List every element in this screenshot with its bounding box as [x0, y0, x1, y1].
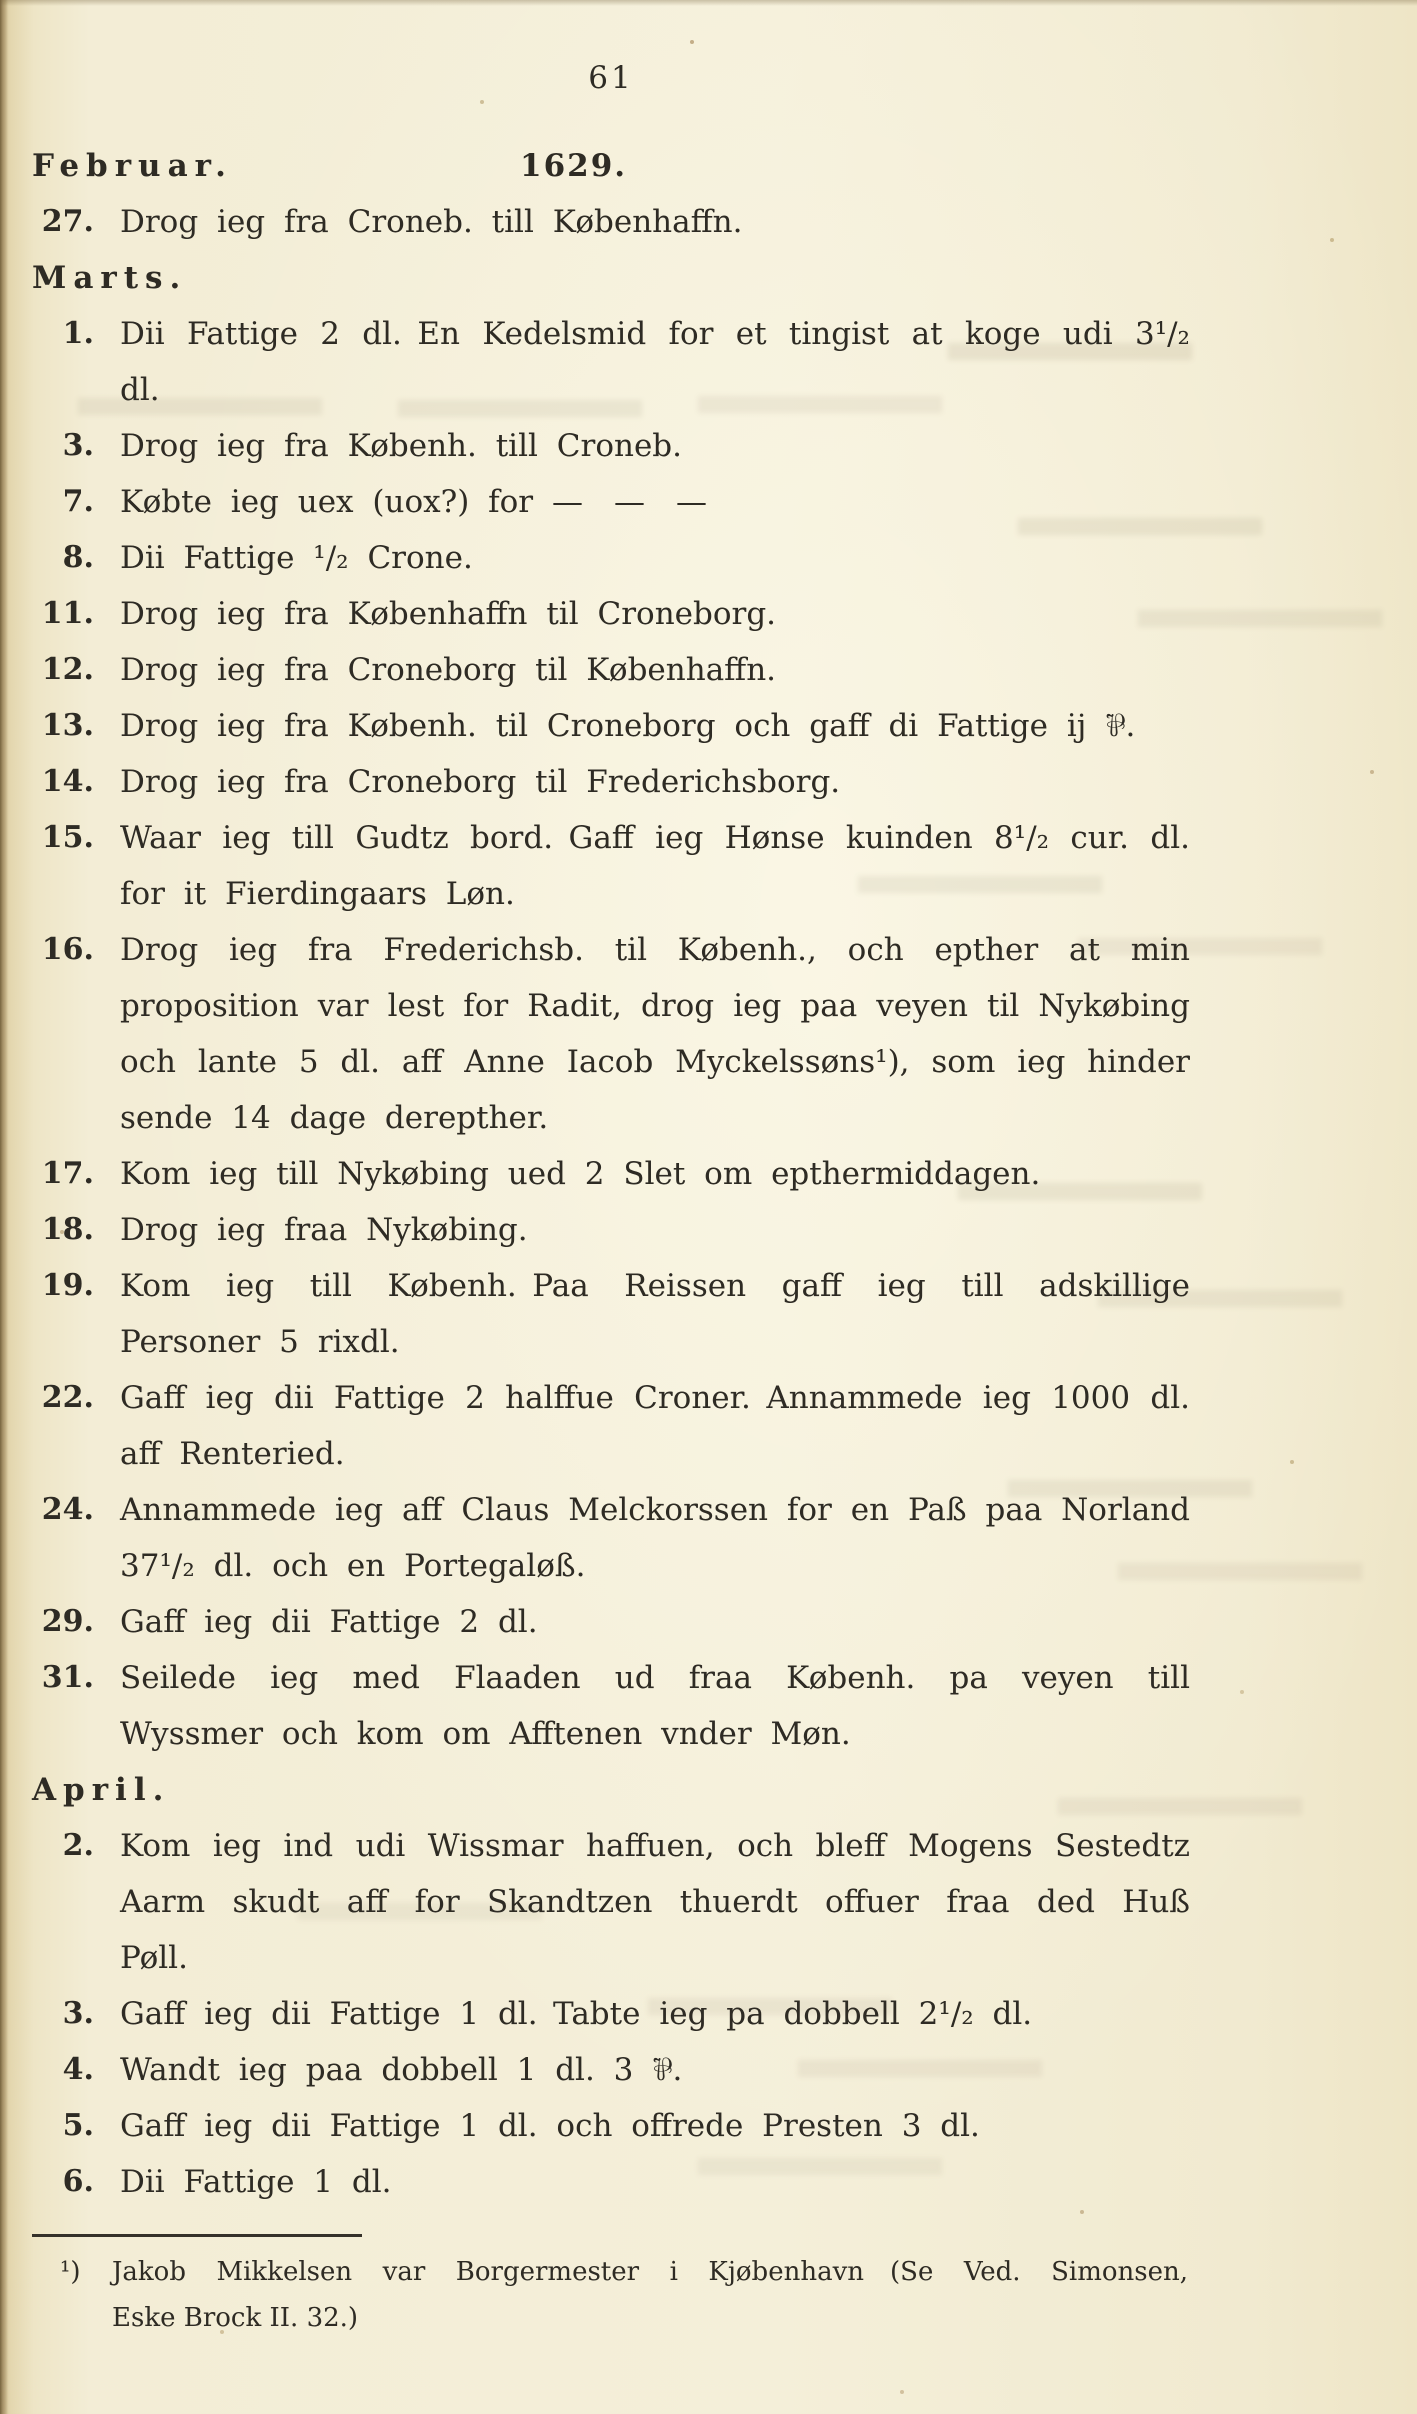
entry-text: Kom ieg till Københ. Paa Reissen gaff ieg till adskillige Personer 5 rixdl.: [120, 1268, 1190, 1360]
entry-number: 11.: [41, 596, 94, 631]
entry-number: 12.: [41, 652, 94, 687]
entry-number: 22.: [41, 1380, 94, 1415]
page-content: [32, 58, 1190, 2341]
entry-number: 7.: [62, 484, 94, 519]
entry-number: 1.: [62, 316, 94, 351]
entry-number: 3.: [62, 428, 94, 463]
entry-text: Seilede ieg med Flaaden ud fraa Københ. pa veyen till Wyssmer och kom om Afftenen vnder Møn.: [120, 1660, 1190, 1752]
entry-number: 15.: [41, 820, 94, 855]
entry-row-mar-22: [32, 1370, 1190, 1482]
page-top-edge-shadow: [0, 0, 1417, 6]
entry-row-feb-27: [32, 194, 1190, 250]
entry-row-mar-7: [32, 474, 1190, 530]
month-heading-marts: Marts.: [32, 260, 188, 296]
entry-number: 8.: [62, 540, 94, 575]
entry-text: Gaff ieg dii Fattige 1 dl. och offrede Presten 3 dl.: [120, 2108, 980, 2144]
entry-number: 13.: [41, 708, 94, 743]
entry-row-mar-31: [32, 1650, 1190, 1762]
section-header: [32, 138, 1190, 194]
entry-row-mar-11: [32, 586, 1190, 642]
footnote-separator-rule: [32, 2234, 362, 2237]
entry-text: Waar ieg till Gudtz bord. Gaff ieg Hønse kuinden 8¹/₂ cur. dl. for it Fierdingaars Løn.: [120, 820, 1190, 912]
entry-text: Drog ieg fraa Nykøbing.: [120, 1212, 528, 1248]
footnote: [32, 2249, 1190, 2341]
entry-number: 14.: [41, 764, 94, 799]
entry-number: 19.: [41, 1268, 94, 1303]
entry-text: Annammede ieg aff Claus Melckorssen for en Paß paa Norland 37¹/₂ dl. och en Portegaløß.: [120, 1492, 1190, 1584]
footnote-text: Jakob Mikkelsen var Borgermester i Kjøbenhavn (Se Ved. Simonsen,: [112, 2257, 1188, 2287]
entry-text: Gaff ieg dii Fattige 2 halffue Croner. Annammede ieg 1000 dl. aff Renteried.: [120, 1380, 1190, 1472]
entry-row-apr-2: [32, 1818, 1190, 1986]
entry-number: 24.: [41, 1492, 94, 1527]
entry-text: Drog ieg fra Københ. till Croneb.: [120, 428, 682, 464]
entry-row-apr-4: [32, 2042, 1190, 2098]
entry-number: 3.: [62, 1996, 94, 2031]
entry-number: 4.: [62, 2052, 94, 2087]
entry-row-mar-15: [32, 810, 1190, 922]
entry-text: Drog ieg fra Frederichsb. til Københ., och epther at min proposition var lest for Radit, drog ieg paa veyen til Nykøbing och lante 5 dl. aff Anne Iacob Myckelssøns¹), som ieg hinder sende 14 dage derepther.: [120, 932, 1190, 1136]
entry-text: Købte ieg uex (uox?) for — — —: [120, 484, 707, 520]
entry-row-apr-6: [32, 2154, 1190, 2210]
entry-text: Drog ieg fra Københaffn til Croneborg.: [120, 596, 777, 632]
entry-number: 31.: [41, 1660, 94, 1695]
entry-text: Dii Fattige 2 dl. En Kedelsmid for et tingist at koge udi 3¹/₂ dl.: [120, 316, 1190, 408]
entry-row-mar-3: [32, 418, 1190, 474]
entry-row-mar-12: [32, 642, 1190, 698]
entry-number: 5.: [62, 2108, 94, 2143]
page-left-edge-shadow: [0, 0, 8, 2414]
entry-text: Wandt ieg paa dobbell 1 dl. 3 ⅌.: [120, 2052, 683, 2088]
entry-row-mar-29: [32, 1594, 1190, 1650]
entry-number: 29.: [41, 1604, 94, 1639]
entry-number: 18.: [41, 1212, 94, 1247]
entry-row-apr-3: [32, 1986, 1190, 2042]
entry-number: 2.: [62, 1828, 94, 1863]
entry-row-mar-16: [32, 922, 1190, 1146]
entry-row-mar-13: [32, 698, 1190, 754]
entry-number: 16.: [41, 932, 94, 967]
footnote-line-2: Eske Brock II. 32.): [112, 2303, 359, 2333]
entry-text: Drog ieg fra Croneborg til Frederichsborg.: [120, 764, 841, 800]
entry-text: Dii Fattige 1 dl.: [120, 2164, 392, 2200]
entry-text: Kom ieg till Nykøbing ued 2 Slet om epthermiddagen.: [120, 1156, 1041, 1192]
entry-row-mar-17: [32, 1146, 1190, 1202]
footnote-line-1: [60, 2249, 1190, 2295]
entry-number: 6.: [62, 2164, 94, 2199]
entry-number: 27.: [41, 204, 94, 239]
entry-text: Drog ieg fra Københ. til Croneborg och gaff di Fattige ij ⅌.: [120, 708, 1136, 744]
month-heading-april: April.: [32, 1772, 171, 1808]
entry-text: Dii Fattige ¹/₂ Crone.: [120, 540, 473, 576]
entry-text: Kom ieg ind udi Wissmar haffuen, och bleff Mogens Sestedtz Aarm skudt aff for Skandtzen thuerdt offuer fraa ded Huß Pøll.: [120, 1828, 1190, 1976]
entry-text: Drog ieg fra Croneb. till Københaffn.: [120, 204, 743, 240]
entry-text: Gaff ieg dii Fattige 2 dl.: [120, 1604, 538, 1640]
month-heading-februar: Februar.: [32, 148, 233, 184]
entry-row-mar-24: [32, 1482, 1190, 1594]
entry-text: Gaff ieg dii Fattige 1 dl. Tabte ieg pa dobbell 2¹/₂ dl.: [120, 1996, 1033, 2032]
entry-row-mar-19: [32, 1258, 1190, 1370]
entry-number: 17.: [41, 1156, 94, 1191]
footnote-marker: ¹): [60, 2257, 81, 2287]
entry-row-mar-18: [32, 1202, 1190, 1258]
entry-row-mar-8: [32, 530, 1190, 586]
entry-row-mar-14: [32, 754, 1190, 810]
page-number: 61: [588, 60, 634, 96]
year-label: 1629.: [520, 148, 628, 184]
entry-text: Drog ieg fra Croneborg til Københaffn.: [120, 652, 777, 688]
entry-row-apr-5: [32, 2098, 1190, 2154]
entry-row-mar-1: [32, 306, 1190, 418]
